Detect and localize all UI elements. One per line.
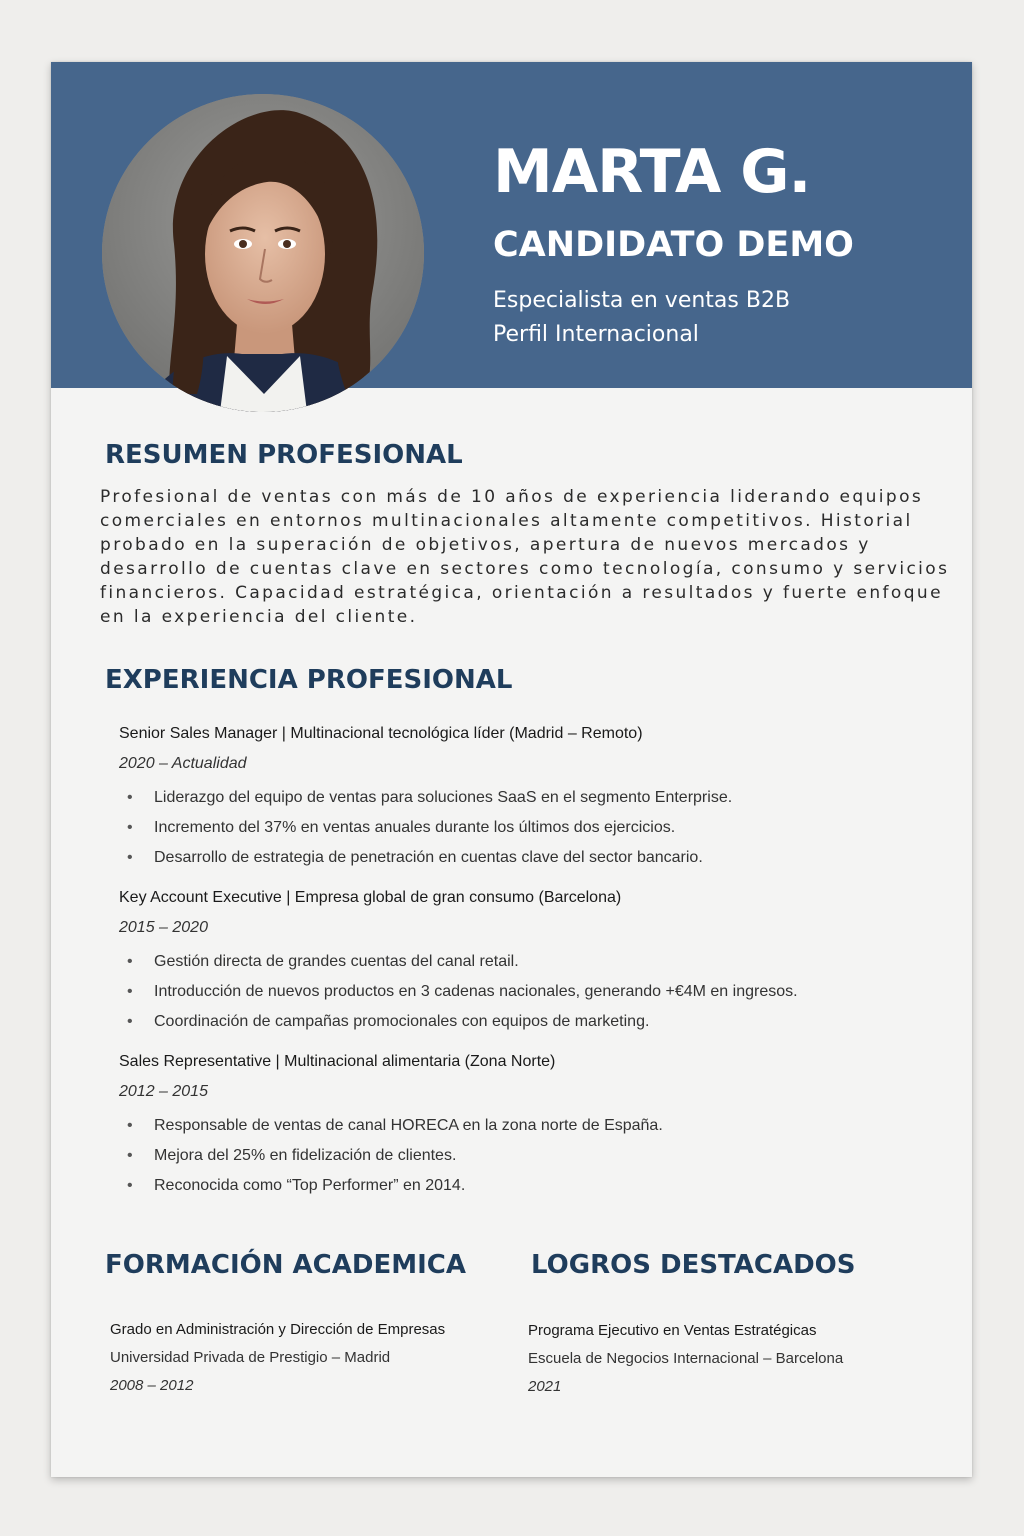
job-title: Key Account Executive | Empresa global de gran consumo (Barcelona) <box>119 889 622 906</box>
job-achievements <box>119 1116 949 1196</box>
resume-page <box>51 62 972 1477</box>
bullet-icon: • <box>127 789 133 806</box>
profile-photo <box>102 94 424 412</box>
achievement-item: • Liderazgo del equipo de ventas para soluciones SaaS en el segmento Enterprise. <box>127 789 733 806</box>
job-achievements <box>119 788 949 868</box>
achievement-item: • Reconocida como “Top Performer” en 2014. <box>127 1177 466 1194</box>
bullet-icon: • <box>127 1147 133 1164</box>
achievement-item: • Responsable de ventas de canal HORECA en la zona norte de España. <box>127 1117 663 1134</box>
achievement-item: • Introducción de nuevos productos en 3 cadenas nacionales, generando +€4M en ingresos. <box>127 983 798 1000</box>
bullet-icon: • <box>127 849 133 866</box>
candidate-subtitle: CANDIDATO DEMO <box>493 225 854 265</box>
summary-title: RESUMEN PROFESIONAL <box>105 440 463 470</box>
experience-title: EXPERIENCIA PROFESIONAL <box>105 665 513 695</box>
achievements-title: LOGROS DESTACADOS <box>531 1250 856 1280</box>
achievement-item: • Coordinación de campañas promocionales con equipos de marketing. <box>127 1013 650 1030</box>
program-school: Escuela de Negocios Internacional – Barcelona <box>528 1350 844 1367</box>
job-entry <box>119 724 949 868</box>
job-title: Sales Representative | Multinacional alimentaria (Zona Norte) <box>119 1053 556 1070</box>
achievement-item: • Incremento del 37% en ventas anuales durante los últimos dos ejercicios. <box>127 819 676 836</box>
job-achievements <box>119 952 949 1032</box>
education-title: FORMACIÓN ACADEMICA <box>105 1250 466 1280</box>
tagline <box>493 284 790 352</box>
achievement-item: • Desarrollo de estrategia de penetración en cuentas clave del sector bancario. <box>127 849 703 866</box>
education-years: 2008 – 2012 <box>110 1377 194 1394</box>
program-name: Programa Ejecutivo en Ventas Estratégicas <box>528 1322 817 1339</box>
job-entry <box>119 888 949 1032</box>
job-entry <box>119 1052 949 1196</box>
bullet-icon: • <box>127 1177 133 1194</box>
job-dates: 2015 – 2020 <box>119 919 208 936</box>
achievement-item: • Mejora del 25% en fidelización de clientes. <box>127 1147 457 1164</box>
summary-text: Profesional de ventas con más de 10 años de experiencia liderando equipos comerciales en entornos multinacionales altamente competitivos. Historial probado en la superación de objetivos, apertura de nuevos mercados y desarrollo de cuentas clave en sectores como tecnología, consumo y servicios financieros. Capacidad estratégica, orientación a resultados y fuerte enfoque en la experiencia del cliente. <box>100 487 950 627</box>
job-title: Senior Sales Manager | Multinacional tecnológica líder (Madrid – Remoto) <box>119 725 643 742</box>
tagline-line-2: Perfil Internacional <box>493 322 699 347</box>
achievement-item: • Gestión directa de grandes cuentas del canal retail. <box>127 953 519 970</box>
candidate-name: MARTA G. <box>493 137 811 207</box>
achievement-entry <box>528 1317 843 1401</box>
program-year: 2021 <box>528 1378 562 1395</box>
tagline-line-1: Especialista en ventas B2B <box>493 288 791 313</box>
job-dates: 2020 – Actualidad <box>119 755 247 772</box>
job-dates: 2012 – 2015 <box>119 1083 208 1100</box>
bullet-icon: • <box>127 1013 133 1030</box>
bullet-icon: • <box>127 983 133 1000</box>
bullet-icon: • <box>127 1117 133 1134</box>
bullet-icon: • <box>127 953 133 970</box>
school-name: Universidad Privada de Prestigio – Madrid <box>110 1349 391 1366</box>
headshot-illustration <box>102 94 424 412</box>
degree-name: Grado en Administración y Dirección de Empresas <box>110 1321 446 1338</box>
experience-list <box>119 724 949 1216</box>
bullet-icon: • <box>127 819 133 836</box>
education-entry <box>110 1316 445 1400</box>
